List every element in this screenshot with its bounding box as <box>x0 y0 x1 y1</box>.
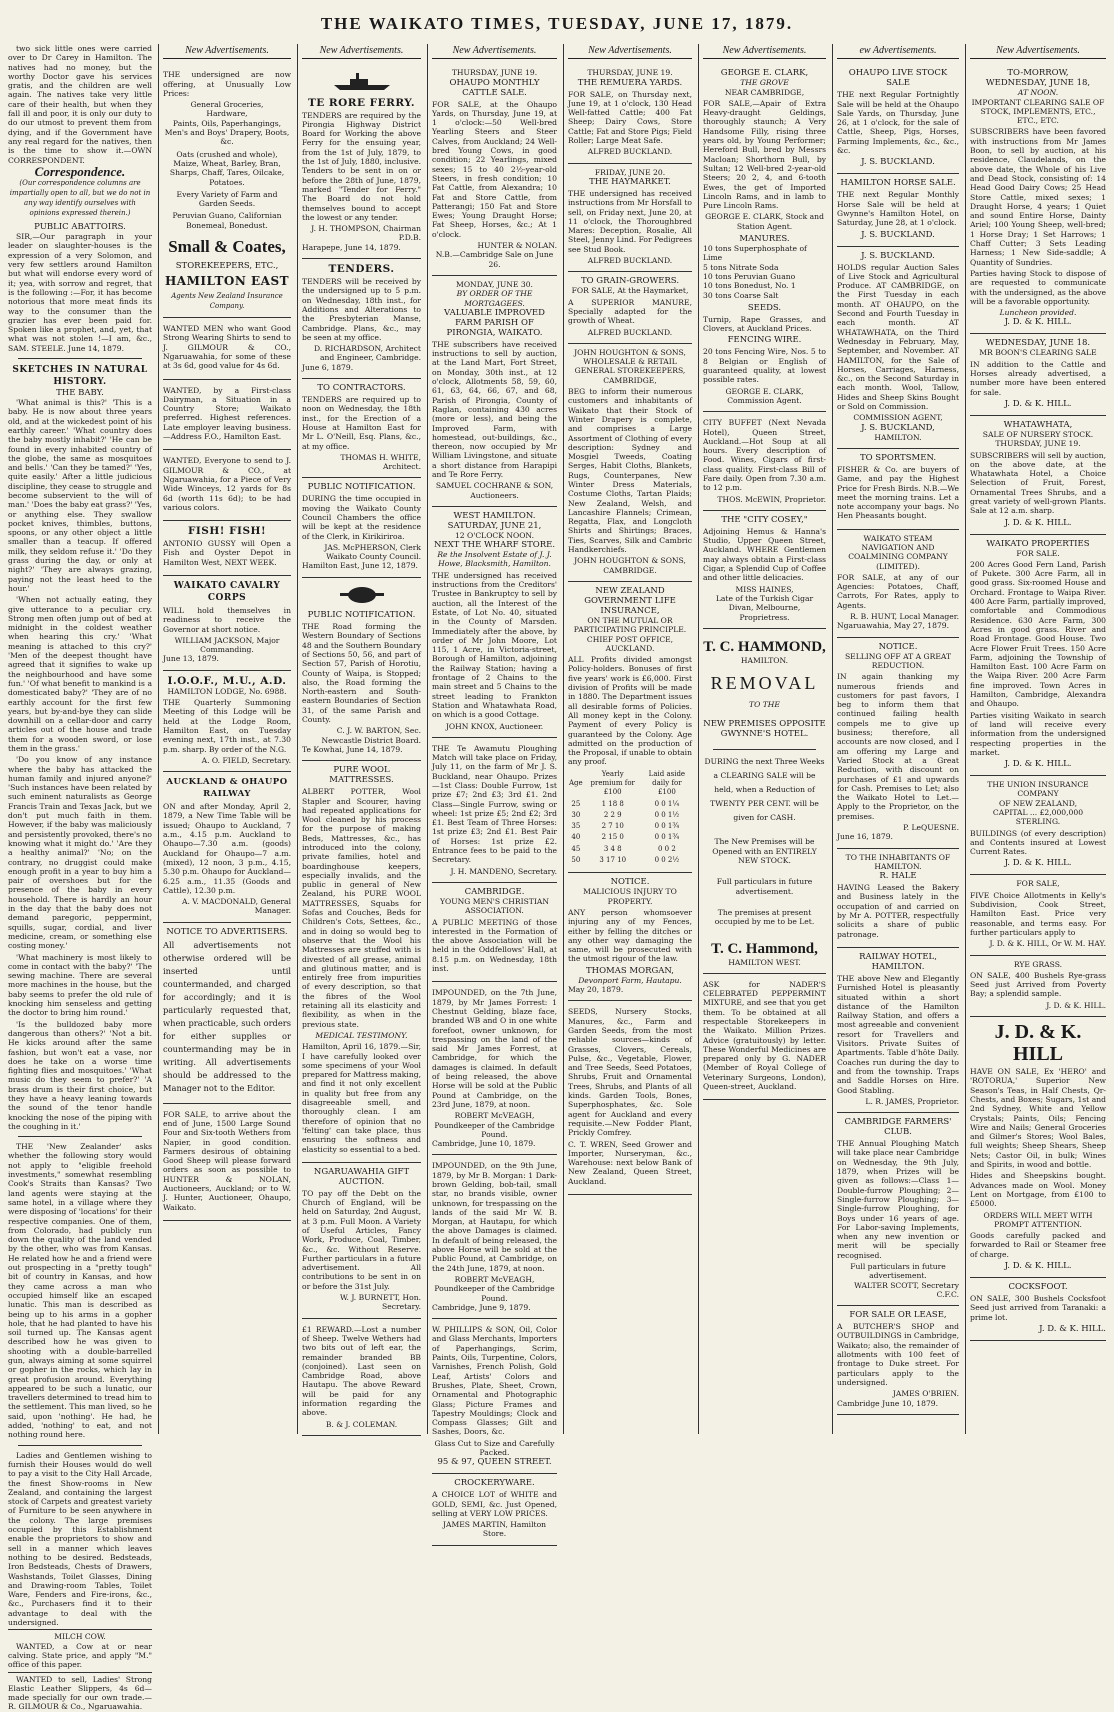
abattoirs-letter: SIR,—Our paragraph in your leader on slaughter-houses is the expression of a very Solomon, and very few settlers around Hamilton but what will endorse every word of it; yea, with sorrow and regret, that is the following :—For, it has become notorious that more meat finds its way to the consumer than the grazier has ever been paid for. Spoken like a prophet, and, yet, that what was not stolen !—I am, &c., SAM. STEELE. June 14, 1879. <box>8 232 152 353</box>
nader-advert: ASK for NADER'S CELEBRATED PEPPERMINT MIXTURE, and see that you get them. To be obtained at all respectable Storekeepers in the Waikato. Million Prizes. Advice (gratuitously) by letter. These Wonderful Medicines are prepared only by G. NADER (Member of Royal College of Veterinary Surgeons, London), Queen-street, Auckland. <box>703 974 826 1101</box>
baby-article: 'What animal is this?' 'This is a baby. He is now about three years old, and at the wickedest point of his earthly career.' 'What country does the baby mostly inhabit?' 'He can be found in every inhabited country of the globe, the same as mosquitoes and bells.' 'Can they be tamed?' 'Yes, quite easily.' After a little judicious discipline, they cease to struggle and become subservient to the will of man.' 'Does the baby eat grass?' 'Yes, or anything else. They swallow pocket knives, thimbles, buttons, spoons, or any other object a little smaller than a teacup. If offered milk, they seldom refuse it.' 'Do they grass during the day, or only at night?' 'They are always grazing, paying not the least heed to the hour.' 'When not actually eating, they give utterance to a peculiar cry. Strong men often jump out of bed at midnight in the coldest weather when hearing this cry.' 'What meaning is attached to this cry?' 'Men of the deepest thought have agreed that it signifies to wake up the neighbourhood and have some fun.' 'Of what benefit to mankind is a domesticated baby?' 'They are of no earthly account for the first few years, but by-and-bye they can slide downhill on a cellar-door and carry articles out of the house and trade them for a wooden sword, or lose them in the grass.' 'Do you know of any instance where the baby has attacked the human family and injured anyone?' 'Such instances have been related by such eminent naturalists as George Francis Train and Texas Jack, but we don't put much faith in them. However, if the baby was maliciously and persistently provoked, there's no knowing what it might do.' 'Are they a healthy animal?' 'No; on the contrary, no druggist could make enough profit in a year to buy him a pair of overshoes but for the presence of the baby in every household. There is hardly an hour in the day that the baby does not demand paregoric, peppermint, squills, sugar, cordial, and liver medicine, cream, or something else costing money.' 'What machinery is most likely to come in contact with the baby?' 'The sewing machine. There are several more machines in the house, but the baby seems to prefer the old rule of knocking him senseless and getting the doctor to bring him round.' 'Is the bulldozed baby more dangerous than others?' 'Not a bit. He kicks around after the same fashion, but won't eat a vase, nor does he take on a worse time fighting flies and mosquitoes.' 'What music do they seem to prefer?' 'A brass drum is their first choice, but they have a heavy leaning towards the sound of the tenor handle knocking the nose of the piping with the coughing in it.' <box>8 398 153 1131</box>
divider <box>18 1136 142 1137</box>
slippers-advert: WANTED to sell, Ladies' Strong Elastic Leather Slippers, 4s 6d—made specially for our own trade.—R. GILMOUR & Co., Ngaruawahia. <box>8 1672 152 1712</box>
ferry-advert: TE RORE FERRY. TENDERS are required by the Pirongia Highway District Board for Working the above Ferry for the ensuing year, from the 1st of July, 1879, to the 1st of July, 1880, inclusive. Tenders to be sent in on or before the 28th of June, 1879, marked "Tender for Ferry." The Board do not hold themselves bound to accept the lowest or any tender. J. H. THOMPSON, Chairman P.D.B. Harapepe, June 14, 1879. <box>302 64 421 259</box>
table-row: 45 3 4 8 0 0 2 <box>571 844 676 853</box>
divider <box>713 749 816 750</box>
public-notification-2: PUBLIC NOTIFICATION. THE Road forming the Western Boundary of Sections 48 and the Southern Boundary of Sections 50, 56, and part of Section 57, Parish of Horotiu, County of Waipa, is Stopped; also, the Road forming the North-eastern and South-eastern Boundaries of Section 31, of the same Parish and County. C. J. W. BARTON, Sec. Newcastle District Board. Te Kowhai, June 14, 1879. <box>302 578 421 761</box>
city-buffet-advert: CITY BUFFET (Next Nevada Hotel), Queen Street, Auckland.—Hot Soup at all hours. Every description of Food. Wines, Cigars of first-class quality. First-class Bill of Fare daily. Open from 7.30 a.m. to 12 p.m. THOS. McEWIN, Proprietor. <box>703 412 826 511</box>
nz-gov-insurance-advert: NEW ZEALAND GOVERNMENT LIFE INSURANCE, ON THE MUTUAL OR PARTICIPATING PRINCIPLE. CHIEF POST OFFICE, AUCKLAND. ALL Profits divided amongst Policy-holders. Bonuses of first five years' work is £6,000. First division of Profits will be made in 1880. The Department issues all desirable forms of Policies. All money kept in the Colony. Payment of every Policy is guaranteed by the Colony. Age admitted on the production of the Proposal, if unable to obtain any proof. Age Yearly premium for £100 Laid aside daily for £100 25 1 18 8 0 0 1¼ 30 2 2 9 0 0 1½ 35 2 7 10 0 0 1¾ 40 2 15 0 0 0 1¾ 45 3 4 8 0 0 2 50 3 17 10 0 0 2½ <box>568 582 692 873</box>
section-header: New Advertisements. <box>703 44 826 59</box>
hill-merchants-advert: J. D. & K. HILL HAVE ON SALE, Ex 'HERO' and 'ROTORUA,' Superior New Season's Teas, in Half Chests, Qr-Chests, and Boxes; Sugars, 1st and 2nd Sydney, White and Yellow Crystals; Paints, Oils; Fencing Wire and Nails; General Groceries and Gilmer's Stores; Wool Bales, full weights; Sheep Shears, Sheep Nets; Castor Oil, in bulk; Wines and Spirits, in wood and bottle. Hides and Sheepskins bought. Advances made on Wool. Money Lent on Mortgage, from £100 to £5000. ORDERS WILL MEET WITH PROMPT ATTENTION. Goods carefully packed and forwarded to Rail or Steamer free of charge. J. D. & K. HILL. <box>970 1017 1106 1278</box>
milch-advert: WANTED, a Cow at or near calving. State price, and apply "M." office of this paper. <box>8 1641 152 1670</box>
table-row: 50 3 17 10 0 0 2½ <box>571 856 680 865</box>
impounded-1: IMPOUNDED, on the 7th June, 1879, by Mr James Forrest: 1 Chestnut Gelding, blaze face, branded WB and O in one white forefoot, owner unknown, for trespassing on the land of the said Mr James Forrest, at Cambridge, for which the damages is claimed. In default of being released, the above Horse will be sold at the Public Pound at Cambridge, on the 23rd June, 1879, at noon. ROBERT McVEAGH, Poundkeeper of the Cambridge Pound. Cambridge, June 10, 1879. <box>432 982 557 1155</box>
section-header: New Advertisements. <box>302 44 421 59</box>
allotments-advert: FOR SALE, FIVE Choice Allotments in Kelly's Subdivision, Cook Street, Hamilton East. Price very reasonable, and terms easy. For further particulars apply to J. D. & K. HILL, Or W. M. HAY. <box>970 875 1106 955</box>
section-header: New Advertisements. <box>163 44 291 59</box>
selling-off-notice: NOTICE. SELLING OFF AT A GREAT REDUCTION. IN again thanking my numerous friends and customers for past favors, I beg to inform them that continued failing health compels me to give up business; therefore, all accounts are now closed, and I am offering my Large and Varied Stock at a Great Reduction, with discount on purchases of £1 and upwards for Cash. Premises to Let; also the Waikato Hotel to Let.—Apply to the Proprietor, on the premises. P. LeQUESNE. June 16, 1879. <box>837 638 959 849</box>
ship-icon <box>332 71 392 91</box>
farmers-club-advert: CAMBRIDGE FARMERS' CLUB. THE Annual Ploughing Match will take place near Cambridge on Wednesday, the 9th July, 1879, when Prizes will be given as follows:—Class 1—Double-furrow Ploughing; 2—Single-furrow Ploughing; 3—Single-furrow Ploughing, for Boys under 16 years of age. For Labor-saving Implements, when any new invention or merit will be specially recognised. Full particulars in future advertisement. WALTER SCOTT, Secretary C.F.C. <box>837 1113 959 1306</box>
masthead <box>0 0 1114 44</box>
wethers-advert: FOR SALE, to arrive about the end of June, 1500 Large Sound Four and Six-tooth Wethers from Napier, in good condition. Farmers desirous of obtaining Good Sheep will please forward orders as soon as possible to HUNTER & NOLAN, Auctioneers, Auckland; or to W. J. Hunter, Auctioneer, Ohaupo, Waikato. <box>163 1104 291 1221</box>
west-hamilton-sale: WEST HAMILTON. SATURDAY, JUNE 21, 12 O'CLOCK NOON. NEXT THE WHARF STORE. Re the Insolvent Estate of J. J. Howe, Blacksmith, Hamilton. THE undersigned has received instructions from the Creditors' Trustee in Bankruptcy to sell by auction, all the Interest of the Estate, of Lot No. 40, situated in the County of Marsden. Immediately after the above, by order of Mr John Moore, Lot 115, 1 Acre, in Victoria-street, Borough of Hamilton, adjoining the Railway Station; having a frontage of 2 Chains to the main street and 5 Chains to the street leading to Frankton Station and Whatawhata Road, on which is a good Cottage. JOHN KNOX, Auctioneer. <box>432 507 557 738</box>
notice-advertisers: NOTICE TO ADVERTISERS. All advertisements not otherwise ordered will be inserted until countermanded, and charged for accordingly; and it is particularly requested that, when practicable, such orders for either supplies or countermanding may be in writing. All advertisements should be addressed to the Manager not to the Editor. <box>163 923 291 1104</box>
haymarket-sale: FRIDAY, JUNE 20. THE HAYMARKET. THE undersigned has received instructions from Mr Horsfall to sell, on Friday next, June 20, at 11 o'clock, the Thoroughbred Mares: Deception, Rosalie, All Steel, Jenny Lind. For Pedigrees see Stud Book. ALFRED BUCKLAND. <box>568 164 692 273</box>
wanted-dairy-advert: WANTED, by a First-class Dairyman, a Situation in a Country Store; Waikato preferred. Highest references. Late employer leaving business.—Address F.O., Hamilton East. <box>163 380 291 451</box>
milch-heading: MILCH COW. <box>8 1629 152 1641</box>
city-cosey-advert: THE "CITY COSEY," Adjoining Hemus & Hanna's Studio, Upper Queen Street, Auckland. WHERE Gentlemen may always obtain a First-class Cigar, a Splendid Cup of Coffee and other little delicacies. MISS HAINES, Late of the Turkish Cigar Divan, Melbourne, Proprietress. <box>703 511 826 629</box>
crockery-advert: CROCKERYWARE. A CHOICE LOT of WHITE and GOLD, SEMI, &c. Just Opened, selling at VERY LOW PRICES. JAMES MARTIN, Hamilton Store. <box>432 1474 557 1545</box>
table-row: 40 2 15 0 0 0 1¾ <box>571 833 680 842</box>
cocksfoot-advert: COCKSFOOT. ON SALE, 300 Bushels Cocksfoot Seed just arrived from Taranaki: a prime lot. J. D. & K. HILL. <box>970 1278 1106 1341</box>
crest-icon <box>332 585 392 605</box>
impounded-2: IMPOUNDED, on the 9th June, 1879, by Mr B. Morgan: 1 Dark-brown Gelding, bob-tail, small star, no brands visible, owner unknown, for trespassing on the lands of the said Mr W. B. Morgan, at Hautapu, for which the above Damages is claimed. In default of being released, the above Horse will be sold at the Public Pound, at Cambridge, on the 24th June, 1879, at noon. ROBERT McVEAGH, Poundkeeper of the Cambridge Pound. Cambridge, June 9, 1879. <box>432 1155 557 1319</box>
steam-navigation-advert: WAIKATO STEAM NAVIGATION AND COALMINING COMPANY (LIMITED). FOR SALE, at any of our Agencies: Potatoes, Chaff, Carrots, For Rates, apply to Agents. R. B. HUNT, Local Manager. Ngaruawahia, May 27, 1879. <box>837 530 959 638</box>
correspondence-heading: Correspondence. <box>34 163 126 179</box>
column-1 <box>4 44 156 1712</box>
wanted-winceys-advert: WANTED, Everyone to send to J. GILMOUR & CO., at Ngaruawahia, for a Piece of Very Wide Winceys, 12 yards for 8s 6d (worth 11s 6d); to be had various colors. <box>163 450 291 521</box>
ymca-advert: CAMBRIDGE. YOUNG MEN'S CHRISTIAN ASSOCIATION. A PUBLIC MEETING of those interested in the Formation of the above Association will be held in the Oddfellows' Hall, at 8.15 p.m. on Wednesday, 18th inst. <box>432 883 557 982</box>
whatawhata-advert: WHATAWHATA, SALE OF NURSERY STOCK. THURSDAY, JUNE 19. SUBSCRIBERS will sell by auction, on the above date, at the Whatawhata Hotel, a Choice Selection of Fruit, Forest, Ornamental Trees Shrubs, and a great variety of well-grown Plants. Sale at 12 a.m. sharp. J. D. & K. HILL. <box>970 416 1106 535</box>
buckland-advert: J. S. BUCKLAND. HOLDS regular Auction Sales of Live Stock and Agricultural Produce. AT CAMBRIDGE, on the First Tuesday in each month. AT OHAUPO, on the Second and Fourth Tuesday in each month. AT WHATAWHATA, on the Third Wednesday in February, May, September, and November. AT HAMILTON, for the Sale of Horses, Carriages, Harness, &c., on the Second Saturday in each month. Wool, Tallow, Hides and Sheep Skins Bought or Sold on Commission. COMMISSION AGENT, J. S. BUCKLAND, HAMILTON. <box>837 247 959 449</box>
pirongia-farm-sale: MONDAY, JUNE 30. BY ORDER OF THE MORTGAGEES. VALUABLE IMPROVED FARM PARISH OF PIRONGIA, WAIKATO. THE subscribers have received instructions to sell by auction, at the Land Mart, Fort Street, on Monday, 30th inst., at 12 o'clock, Allotments 58, 59, 60, 61, 63, 64, 66, 67, and 68, Parish of Pirongia, County of Raglan, containing 430 acres (more or less), and being the Improved Farm, with homestead, out-buildings, &c., thereon, now occupied by Mr William Livingstone, and situate a short distance from Harapipi and Te Rore Ferry. SAMUEL COCHRANE & SON, Auctioneers. <box>432 276 557 507</box>
column-5 <box>563 44 696 1434</box>
grain-growers-advert: TO GRAIN-GROWERS. FOR SALE, At the Haymarket, A SUPERIOR MANURE, Specially adapted for the growth of Wheat. ALFRED BUCKLAND. <box>568 272 692 343</box>
premium-table: Age Yearly premium for £100 Laid aside daily for £100 25 1 18 8 0 0 1¼ 30 2 2 9 0 0 1½ 35 2 7 10 0 0 1¾ 40 2 15 0 0 0 1¾ 45 3 4 8 0 0 2 50 3 17 10 0 0 2½ <box>568 769 692 867</box>
correspondence-note: (Our correspondence columns are impartially open to all, but we do not in any way identify ourselves with opinions expressed therein.) <box>9 179 151 218</box>
ohaupo-stock-sale: OHAUPO LIVE STOCK SALE THE next Regular Fortnightly Sale will be held at the Ohaupo Sale Yards, on Thursday, June 26, at 1 o'clock, for the sale of Cattle, Sheep, Pigs, Horses, Farming Implements, &c., &c., &c. J. S. BUCKLAND. <box>837 64 959 174</box>
ploughing-match-advert: THE Te Awamutu Ploughing Match will take place on Friday, July 11, on the farm of Mr J. S. Buckland, near Ohaupo. Prizes—1st Class: Double Furrow, 1st prize £7; 2nd £3; 3rd £1. 2nd Class—Single Furrow, swing or wheel: 1st prize £5; 2nd £2; 3rd £1. Best Team of Three Horses: 1st prize £3; 2nd £1. Best Pair of Horses: 1st prize £2. Entrance fees to be paid to the Secretary. J. H. MANDENO, Secretary. <box>432 738 557 883</box>
sportsmen-advert: TO SPORTSMEN. FISHER & Co. are buyers of Game, and pay the Highest Price for Fresh Birds. N.B.—We meet the morning trains. Let a note accompany your bags. No Hen Pheasants bought. <box>837 449 959 530</box>
divider <box>18 358 142 359</box>
rye-grass-advert: RYE GRASS. ON SALE, 400 Bushels Rye-grass Seed just Arrived from Poverty Bay; a splendid sample. J. D. & K. HILL. <box>970 956 1106 1017</box>
contractors-advert: TO CONTRACTORS. TENDERS are required up to noon on Wednesday, the 18th inst., for the Erection of a House at Hamilton East for Mr L. O'Neill, Esq. Plans, &c., at my office. THOMAS H. WHITE, Architect. <box>302 379 421 478</box>
wanted-men-advert: WANTED MEN who want Good Strong Wearing Shirts to send to J. GILMOUR & CO., Ngaruawahia, for some of these at 3s 6d, good value for 4s 6d. <box>163 318 291 379</box>
clark-advert: GEORGE E. CLARK, THE GROVE NEAR CAMBRIDGE, FOR SALE,—Apair of Extra Heavy-draught Geldings, thoroughly staunch; A Very Handsome Filly, rising three years old, by Young Performer; Hereford Bull, bred by Messrs Macloan; Shorthorn Bull, by Sultan; 12 Well-bred 2-year-old Steers; 20 2, 4, and 6-tooth Ewes, the get of Imported Lincoln Rams, and in lamb to Pure Lincoln Rams. GEORGE E. CLARK, Stock and Station Agent. MANURES. 10 tons Superphosphate of Lime 5 tons Nitrate Soda 10 tons Peruvian Guano 10 tons Bonedust, No. 1 30 tons Coarse Salt SEEDS. Turnip, Rape Grasses, and Clovers, at Auckland Prices. FENCING WIRE. 20 tons Fencing Wire, Nos. 5 to 8 Belgian or English of guaranteed quality, at lowest possible rates. GEORGE E. CLARK, Commission Agent. <box>703 64 826 412</box>
phillips-advert: W. PHILLIPS & SON, Oil, Color and Glass Merchants, Importers of Paperhangings, Scrim, Paints, Oils, Turpentine, Colors, Varnishes, French Polish, Gold Leaf, Artists' Colors and Brushes, Plate, Sheet, Crown, Ornamental and Photographic Glass; Picture Frames and Tapestry Mouldings; Clock and Compass Glasses; Gilt and Sashes, Doors, &c. Glass Cut to Size and Carefully Packed. 95 & 97, QUEEN STREET. <box>432 1319 557 1474</box>
seeds-advert: SEEDS, Nursery Stocks, Manures, &c., Farm and Garden Seeds, from the most reliable sources—kinds of Grasses, Clovers, Cereals, Pulse, &c., Vegetable, Flower, and Tree Seeds, Seed Potatoes, Shrubs, Fruit and Ornamental Trees, Shrubs, and Plants of all kinds. Garden Tools, Bones, Superphosphates, &c. Sole agent for Auckland and every requisite.—New Fodder Plant, Prickly Comfrey. C. T. WREN, Seed Grower and Importer, Nurseryman, &c., Warehouse: next below Bank of New Zealand, Queen Street, Auckland. <box>568 1001 692 1195</box>
railway-hotel-advert: RAILWAY HOTEL, HAMILTON. THE above New and Elegantly Furnished Hotel is pleasantly situated within a short distance of the Hamilton Railway Station, and offers a most agreeable and convenient resort for Travellers and Visitors. Private Suites of Apartments. Table d'hôte Daily. Coaches run during the day to and from the township. Traps and Saddle Horses on Hire. Good Stabling. L. R. JAMES, Proprietor. <box>837 948 959 1113</box>
table-row: 30 2 2 9 0 0 1½ <box>571 810 680 819</box>
intro-story: two sick little ones were carried over to Dr Carey in Hamilton. The natives had no money, but the worthy Doctor gave his services gratis, and the children are well again. The natives take very little care of their health, but when they fall ill and poor, it is only our duty to do our utmost to prevent them from dying, and if the Government have any real regard for the natives, then is the time to show it.—OWN CORRESPONDENT. <box>8 44 152 165</box>
section-header: ew Advertisements. <box>837 44 959 59</box>
railway-advert: AUCKLAND & OHAUPO RAILWAY ON and after Monday, April 2, 1879, a New Time Table will be issued; Ohaupo to Auckland, 7 a.m., 4.15 p.m. Auckland to Ohaupo—7.30 a.m. (goods) Auckland for Ohaupo—7 a.m. (mixed), 12 noon, 3 p.m., 4.15, 5.30 p.m. Ohaupo for Auckland—6.25 a.m., 11.35 (Goods and Cattle), 12.30 p.m. A. V. MACDONALD, General Manager. <box>163 772 291 923</box>
table-row: 25 1 18 8 0 0 1¼ <box>571 799 680 808</box>
waikato-properties-advert: WAIKATO PROPERTIES FOR SALE. 200 Acres Good Fern Land, Parish of Pukete. 300 Acre Farm, all in good grass. Six-roomed House and Orchard. Frontage to Waipa River. 400 Acre Farm, partially improved, comfortable and Commodious Residence. 630 Acre Farm, 300 Acres in good grass. River and Road Frontage. Good House. Two Acre Flower Fruit Trees. 150 Acre Farm, adjoining the Township of Hamilton East. 100 Acre Farm on the Waipa River. 200 Acre Farm fine improved. Town Acres in Hamilton, Cambridge, Alexandra and Ohaupo. Parties visiting Waikato in search of land will receive every information from the undersigned respecting properties in the market. J. D. & K. HILL. <box>970 535 1106 777</box>
table-row: 35 2 7 10 0 0 1¾ <box>571 822 680 831</box>
firm-name: Small & Coates, <box>168 237 286 257</box>
column-3 <box>297 44 425 1434</box>
section-header: New Advertisements. <box>568 44 692 59</box>
inhabitants-advert: TO THE INHABITANTS OF HAMILTON. R. HALE HAVING Leased the Bakery and Business lately in the occupation of and carried on by Mr A. POTTER, respectfully solicits a share of public patronage. <box>837 849 959 948</box>
column-4 <box>427 44 561 1539</box>
divider <box>18 1445 142 1446</box>
tenders-advert: TENDERS. TENDERS will be received by the undersigned up to 5 p.m. on Wednesday, 18th inst., for Additions and Alterations to the Presbyterian Manse, Cambridge. Plans, &c., may be seen at my office. D. RICHARDSON, Architect and Engineer, Cambridge. June 6, 1879. <box>302 259 421 379</box>
baby-heading: THE BABY. <box>56 388 104 399</box>
butcher-shop-advert: FOR SALE OR LEASE, A BUTCHER'S SHOP and OUTBUILDINGS in Cambridge, Waikato; also, the remainder of allotments with 100 feet of frontage to Duke street. For particulars apply to the undersigned. JAMES O'BRIEN. Cambridge June 10, 1879. <box>837 1306 959 1415</box>
remuera-yards-sale: THURSDAY, JUNE 19. THE REMUERA YARDS. FOR SALE, on Thursday next, June 19, at 1 o'clock, 130 Head Well-fatted Cattle; 400 Fat Sheep; Dairy Cows, Store Cattle; Fat and Store Pigs; Field Roller; Large Meat Safe. ALFRED BUCKLAND. <box>568 64 692 163</box>
hamilton-horse-sale: HAMILTON HORSE SALE. THE next Regular Monthly Horse Sale will be held at Gwynne's Hamilton Hotel, on Saturday, June 28, at 1 o'clock. J. S. BUCKLAND. <box>837 174 959 246</box>
reward-advert: £1 REWARD.—Lost a number of Sheep. Twelve Wethers had two bits out of left ear, the remainder branded BB (conjoined). Last seen on Cambridge Road, above Hautapu. The above Reward will be paid for any information regarding the above. B. & J. COLEMAN. <box>302 1319 421 1436</box>
hammond-advert: T. C. HAMMOND, HAMILTON. REMOVAL TO THE NEW PREMISES OPPOSITE GWYNNE'S HOTEL. DURING the next Three Weeks a CLEARING SALE will be held, when a Reduction of TWENTY PER CENT. will be given for CASH. The New Premises will be Opened with an ENTIRELY NEW STOCK. Full particulars in future advertisement. The premises at present occupied by me to be Let. T. C. Hammond, HAMILTON WEST. <box>703 629 826 974</box>
cavalry-advert: WAIKATO CAVALRY CORPS WILL hold themselves in readiness to receive the Governor at short notice. WILLIAM JACKSON, Major Commanding. June 13, 1879. <box>163 576 291 671</box>
abattoirs-heading: PUBLIC ABATTOIRS. <box>34 222 126 233</box>
boon-sale-advert: WEDNESDAY, JUNE 18. MR BOON'S CLEARING SALE IN addition to the Cattle and Horses already advertised, a number more have been entered for sale. J. D. & K. HILL. <box>970 334 1106 415</box>
ohaupo-cattle-sale: THURSDAY, JUNE 19. OHAUPO MONTHLY CATTLE SALE. FOR SALE, at the Ohaupo Yards, on Thursday, June 19, at 1 o'clock:—50 Well-bred Yearling Steers and Steer Calves, from Auckland; 24 Well-bred Young Cows, in good condition; 22 Yearlings, mixed sexes; 15 to 40 2½-year-old Steers, in fresh condition; 10 Fat Cattle, from Alexandra; 10 Fat and Store Cattle, from Patterangi; 150 Fat and Store Ewes; Young Draught Horse; Fat Sheep, Horses, &c.; At 1 o'clock. HUNTER & NOLAN. N.B.—Cambridge Sale on June 26. <box>432 64 557 276</box>
malicious-injury-notice: NOTICE. MALICIOUS INJURY TO PROPERTY. ANY person whomsoever injuring any of my Fences, either by felling the ditches or any other way damaging the same, will be prosecuted with the utmost rigour of the law. THOMAS MORGAN, Devonport Farm, Hautapu. May 20, 1879. <box>568 873 692 1001</box>
sketches-heading: SKETCHES IN NATURAL HISTORY. <box>12 365 148 388</box>
zealander-story: THE 'New Zealander' asks whether the following story would not apply to "eligible freehold investments," somewhat resembling Cook's Straits than Kansas? Two land agents were staying at the same hotel, in a village where they were disposing of 'locations' for their respective companies. One of them, from Colorado, had publicly run down the quality of the land vended by the other, who was from Kansas. He related how he and a friend were out prospecting in a "pretty tough" bit of country in Kansas, and how they came across a man who occupied himself like an escaped lunatic. This man is described as being up to his arms in a gopher hole, that he had planted to have his soil turned up. The Kansas agent described how he was given to shooting with a double-barrelled gun, always aiming at some squirrel or gopher in the rocks, which lay in great profusion around. Everything appeared to be such a lunatic, our travellers determined to tread him to the settlement. This man lived, so he said, upon 'nothing'. He had, he added, 'nothing' to eat, and not nothing round here. <box>8 1142 152 1440</box>
union-insurance-advert: THE UNION INSURANCE COMPANY OF NEW ZEALAND, CAPITAL ... £2,000,000 STERLING. BUILDINGS (of every description) and Contents insured at Lowest Current Rates. J. D. & K. HILL. <box>970 776 1106 875</box>
section-header: New Advertisements. <box>970 44 1106 59</box>
section-header: New Advertisements. <box>432 44 557 59</box>
fish-advert: FISH! FISH! ANTONIO GUSSY will Open a Fish and Oyster Depot in Hamilton West, NEXT WEEK. <box>163 521 291 576</box>
mattress-advert: PURE WOOL MATTRESSES. ALBERT POTTER, Wool Stapler and Scourer, having had repeated applications for Wool cleaned by his process for the purpose of making Beds, Mattresses, &c., has introduced into the colony, private families, hotel and boardinghouse keepers, especially invalids, and the public in general of New Zealand, his PURE WOOL MATTRESSES, Squabs for Sofas and Couches, Beds for Children's Cots, Settees, &c., and in doing so would beg to observe that the Wool his Mattresses are stuffed with is divested of all grease, animal and glutinous matter, and is entirely free from impurities of every description, so that the fibres of the Wool retaining all its elasticity and flexibility, as when in the previous state. MEDICAL TESTIMONY. Hamilton, April 16, 1879.—Sir, I have carefully looked over some specimens of your Wool prepared for Mattress making, and find it not only excellent in quality but free from any disagreeable smell, and thoroughly clean. I am therefore of opinion that no 'felting' can take place, thus ensuring the softness and elasticity so essential to a bed. <box>302 761 421 1163</box>
column-6 <box>698 44 830 1434</box>
small-coates-advert: THE undersigned are now offering, at Unusually Low Prices: General Groceries, Hardware, Paints, Oils, Paperhangings, Men's and Boys' Drapery, Boots, &c. Oats (crushed and whole), Maize, Wheat, Barley, Bran, Sharps, Chaff, Tares, Oilcake, Potatoes. Every Variety of Farm and Garden Seeds. Peruvian Guano, Californian Bonemeal, Bonedust. Small & Coates, STOREKEEPERS, ETC., HAMILTON EAST Agents New Zealand Insurance Company. <box>163 64 291 318</box>
column-8 <box>965 44 1110 1434</box>
column-2 <box>158 44 295 1434</box>
clearing-sale-advert: TO-MORROW, WEDNESDAY, JUNE 18, AT NOON. IMPORTANT CLEARING SALE OF STOCK, IMPLEMENTS, ETC., ETC., ETC. SUBSCRIBERS have been favored with instructions from Mr James Boon, to sell by auction, at his residence, Claudelands, on the above date, the Whole of his Live and Dead Stock, consisting of: 14 Head Good Dairy Cows; 25 Head Store Cattle, mixed sexes; 1 Draught Horse, 4 years; 1 Quiet and sound Entire Horse, Dainty Ariel; 100 Young Sheep, well-bred; 1 Horse Dray; 1 Set Harrows; 1 Chaff Cutter; 3 Sets Leading Harness; 1 New Side-saddle; A Quantity of Sundries. Parties having Stock to dispose of are requested to communicate with the undersigned, as the above will be a favorable opportunity. Luncheon provided. J. D. & K. HILL. <box>970 64 1106 334</box>
ladies-advert: Ladies and Gentlemen wishing to furnish their Houses would do well to pay a visit to the City Hall Arcade, the finest Show-rooms in New Zealand, and containing the largest stock of Carpets and greatest variety of Furniture to be seen anywhere in the colony. The large premises occupied by this Establishment enable the proprietors to show and sell in a manner which leaves nothing to be desired. Bedsteads, Iron Bedsteads, Chests of Drawers, Washstands, Toilet Glasses, Dining and Drawing-room Tables, Toilet Ware, Fenders and Fire-irons, &c., &c., Purchasers find it to their advantage to deal with the undersigned. <box>8 1450 152 1628</box>
gift-auction-advert: NGARUAWAHIA GIFT AUCTION. TO pay off the Debt on the Church of England, will be held on Saturday, 2nd August, at 3 p.m. Full Moon. A Variety of Useful Articles, Fancy Work, Produce, Coal, Timber, &c., &c. Without Reserve. Further particulars in a future advertisement. All contributions to be sent in on or before the 31st July. W. J. BURNETT, Hon. Secretary. <box>302 1163 421 1319</box>
newspaper-title: THE WAIKATO TIMES, TUESDAY, JUNE 17, 1879. <box>320 14 794 33</box>
houghton-advert: JOHN HOUGHTON & SONS, WHOLESALE & RETAIL GENERAL STOREKEEPERS, CAMBRIDGE, BEG to inform their numerous customers and inhabitants of Waikato that their Stock of Winter Drapery is complete, and comprises a Large Assortment of Clothing of every description: Sydney and Mosgiel Tweeds, Coating Serges, Habit Cloths, Blankets, Rugs, Counterpanes, New Winter Dress Materials, Costume Cloths, Tartan Plaids; New Zealand, Welsh, and Lancashire Flannels; Crimean, Regatta, Flax, and Longcloth Shirts and Shirtings; Braces, Ties, Scarves, Silk and Cambric Handkerchiefs. JOHN HOUGHTON & SONS, CAMBRIDGE. <box>568 344 692 582</box>
ioof-advert: I.O.O.F., M.U., A.D. HAMILTON LODGE, No. 6988. THE Quarterly Summoning Meeting of this Lodge will be held at the Lodge Room, Hamilton East, on Tuesday evening next, 17th inst., at 7.30 p.m. sharp. By order of the N.G. A. O. FIELD, Secretary. <box>163 671 291 772</box>
public-notification-1: PUBLIC NOTIFICATION. DURING the time occupied in moving the Waikato County Council Chambers the office will be kept at the residence of the Clerk, in Kirikiriroa. JAS. McPHERSON, Clerk Waikato County Council. Hamilton East, June 12, 1879. <box>302 478 421 577</box>
column-7 <box>832 44 963 1434</box>
